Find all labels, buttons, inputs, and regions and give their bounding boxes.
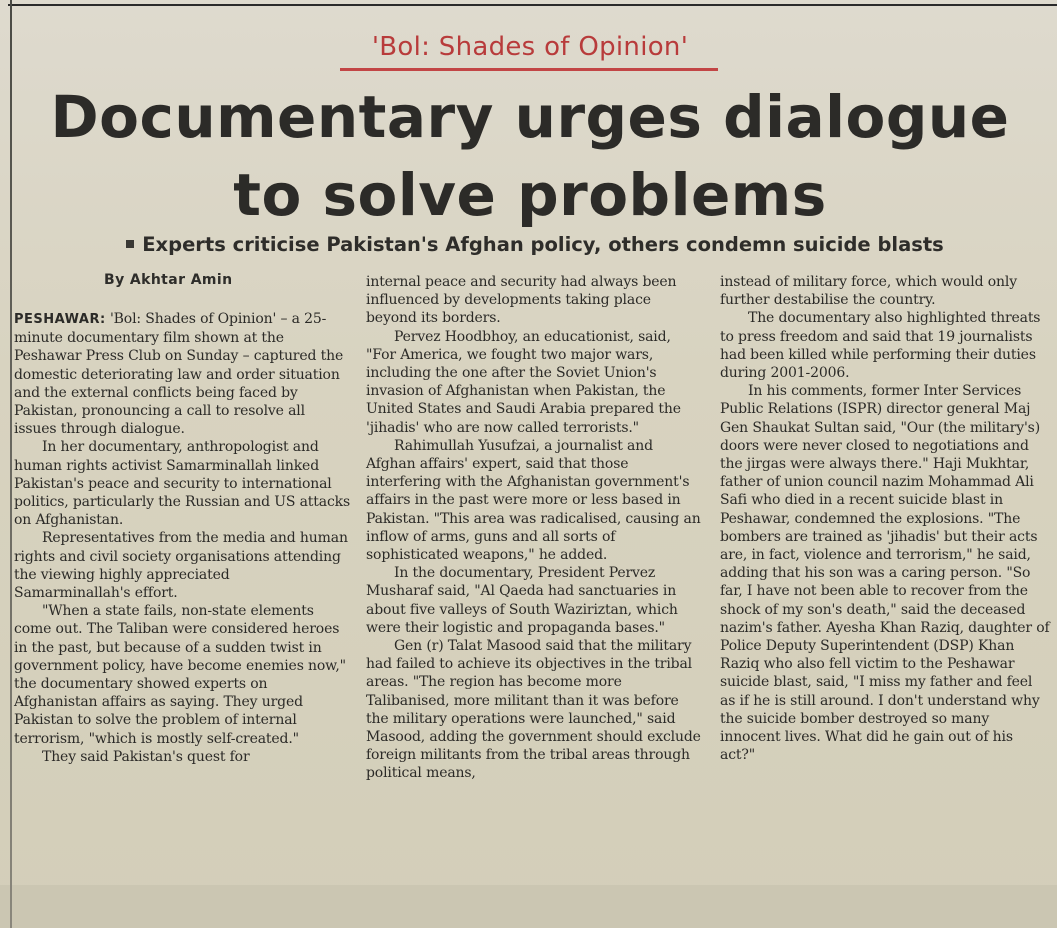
headline-line-1: Documentary urges dialogue xyxy=(50,83,1010,151)
paragraph: The documentary also highlighted threats to press freedom and said that 19 journalists had been killed while performing their duties during 2001-2006. xyxy=(720,310,1041,382)
square-bullet-icon xyxy=(126,240,134,248)
paragraph: instead of military force, which would only further destabilise the country. xyxy=(720,274,1017,309)
column-3 xyxy=(720,273,1050,764)
dateline: PESHAWAR: xyxy=(14,312,106,327)
paragraph: In her documentary, anthropologist and human rights activist Samarminallah linked Pakistan's peace and security to international politics, particularly the Russian and US attacks on Afghanistan. xyxy=(14,439,351,529)
column-1 xyxy=(14,310,350,766)
kicker-underline xyxy=(340,68,718,71)
column-2 xyxy=(366,273,702,783)
paragraph: In the documentary, President Pervez Musharaf said, "Al Qaeda had sanctuaries in about five valleys of South Waziriztan, which were their logistic and propaganda bases." xyxy=(366,565,678,636)
headline xyxy=(20,78,1040,234)
bottom-margin xyxy=(0,885,1057,928)
paragraph: In his comments, former Inter Services Public Relations (ISPR) director general Maj Gen Shaukat Sultan said, "Our (the military's) doors were never closed to negotiations and the jirgas were always there." Haji Mukhtar, father of union council nazim Mohammad Ali Safi who died in a recent suicide blast in Peshawar, condemned the explosions. "The bombers are trained as 'jihadis' but their acts are, in fact, violence and terrorism," he said, adding that his son was a caring person. "So far, I have not been able to recover from the shock of my son's death," said the deceased nazim's father. Ayesha Khan Raziq, daughter of Police Deputy Superintendent (DSP) Khan Raziq who also fell victim to the Peshawar suicide blast, said, "I miss my father and feel as if he is still around. I don't understand why the suicide bomber destroyed so many innocent lives. What did he gain out of his act?" xyxy=(720,383,1050,764)
paragraph: internal peace and security had always been influenced by developments taking place beyond its borders. xyxy=(366,274,677,327)
paragraph: Pervez Hoodbhoy, an educationist, said, "For America, we fought two major wars, including the one after the Soviet Union's invasion of Afghanistan when Pakistan, the United States and Saudi Arabia prepared the 'jihadis' who are now called terrorists." xyxy=(366,328,681,436)
paragraph xyxy=(14,310,350,438)
paragraph: Rahimullah Yusufzai, a journalist and Afghan affairs' expert, said that those interfering with the Afghanistan government's affairs in the past were more or less based in Pakistan. "This area was radicalised, causing an inflow of arms, guns and all sorts of sophisticated weapons," he added. xyxy=(366,437,701,564)
kicker: 'Bol: Shades of Opinion' xyxy=(371,32,689,62)
paragraph: Representatives from the media and human rights and civil society organisations attending the viewing highly appreciated Samarminallah's effort. xyxy=(14,530,348,602)
paragraph-text: 'Bol: Shades of Opinion' – a 25-minute documentary film shown at the Peshawar Press Club on Sunday – captured the domestic deteriorating law and order situation and the external conflicts being faced by Pakistan, pronouncing a call to resolve all issues through dialogue. xyxy=(14,311,344,438)
deck xyxy=(30,233,1040,256)
headline-line-2: to solve problems xyxy=(233,161,827,229)
deck-text: Experts criticise Pakistan's Afghan policy, others condemn suicide blasts xyxy=(142,233,944,256)
byline: By Akhtar Amin xyxy=(104,272,233,288)
paragraph: Gen (r) Talat Masood said that the military had failed to achieve its objectives in the tribal areas. "The region has become more Talibanised, more militant than it was before the military operations were launched," said Masood, adding the government should exclude foreign militants from the tribal areas through political means, xyxy=(366,638,701,782)
paragraph: "When a state fails, non-state elements come out. The Taliban were considered heroes in the past, but because of a sudden twist in government policy, have become enemies now," the documentary showed experts on Afghanistan affairs as saying. They urged Pakistan to solve the problem of internal terrorism, "which is mostly self-created." xyxy=(14,603,346,747)
paragraph: They said Pakistan's quest for xyxy=(42,748,250,765)
